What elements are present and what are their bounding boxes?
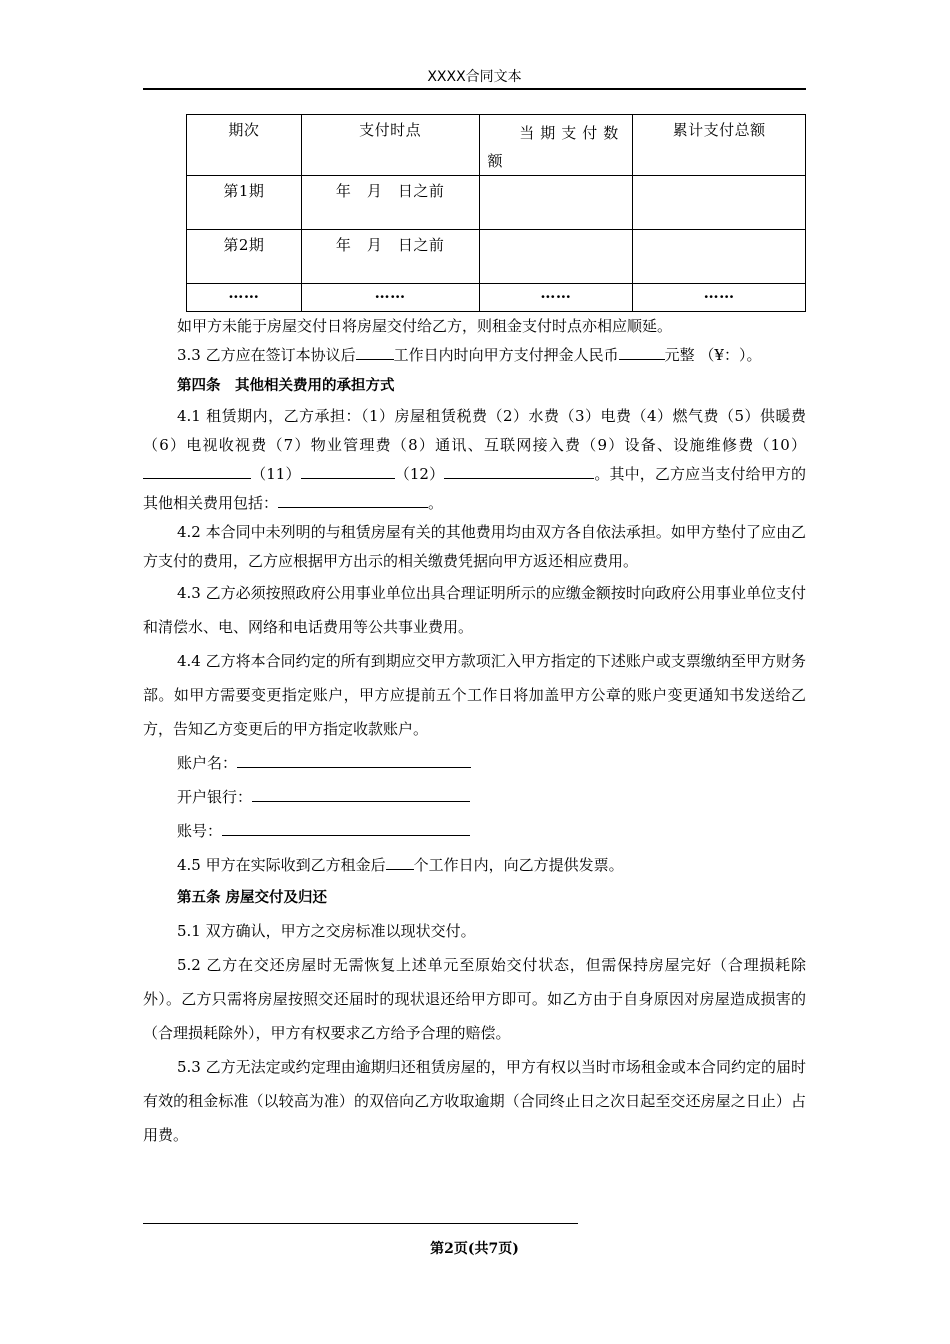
blank-field[interactable] bbox=[356, 344, 394, 360]
clause-4-5: 4.5 甲方在实际收到乙方租金后 个工作日内，向乙方提供发票。 bbox=[177, 856, 624, 874]
table-row bbox=[187, 284, 806, 312]
header-amount-line1: 当期支付数 bbox=[519, 124, 625, 142]
clause-5-1: 5.1 双方确认，甲方之交房标准以现状交付。 bbox=[177, 922, 476, 940]
header-amount bbox=[479, 115, 633, 176]
clause-5-3: 5.3 乙方无法定或约定理由逾期归还租赁房屋的，甲方有权以当时市场租金或本合同约定的届时有效的租金标准（以较高为准）的双倍向乙方收取逾期（合同终止日之次日起至交还房屋之日止）占用费。 bbox=[143, 1058, 806, 1144]
blank-field[interactable] bbox=[444, 463, 594, 479]
account-number-field[interactable] bbox=[222, 820, 470, 836]
table-row bbox=[187, 176, 806, 230]
header-rule bbox=[143, 88, 806, 90]
blank-field[interactable] bbox=[278, 492, 428, 508]
row-cumulative: …… bbox=[703, 284, 735, 302]
table-header-row bbox=[187, 115, 806, 176]
account-name-field[interactable] bbox=[237, 752, 471, 768]
row-amount bbox=[480, 176, 633, 180]
row-period: 第1期 bbox=[223, 182, 265, 200]
footer-rule bbox=[143, 1223, 578, 1224]
table-row bbox=[187, 230, 806, 284]
blank-field[interactable] bbox=[386, 854, 414, 870]
row-amount bbox=[480, 230, 633, 234]
clause-4-3: 4.3 乙方必须按照政府公用事业单位出具合理证明所示的应缴金额按时向政府公用事业单位支付和清偿水、电、网络和电话费用等公共事业费用。 bbox=[143, 584, 806, 636]
header-cumulative: 累计支付总额 bbox=[633, 115, 806, 176]
blank-field[interactable] bbox=[619, 344, 665, 360]
article-4-title: 第四条 其他相关费用的承担方式 bbox=[177, 378, 395, 394]
clause-4-4: 4.4 乙方将本合同约定的所有到期应交甲方款项汇入甲方指定的下述账户或支票缴纳至甲方财务部。如甲方需要变更指定账户，甲方应提前五个工作日将加盖甲方公章的账户变更通知书发送给乙方，告知乙方变更后的甲方指定收款账户。 bbox=[143, 652, 806, 738]
clause-4-1: 4.1 租赁期内，乙方承担：（1）房屋租赁税费（2）水费（3）电费（4）燃气费（5）供暖费（6）电视收视费（7）物业管理费（8）通讯、互联网接入费（9）设备、设施维修费（10）（11） （12） 。其中，乙方应当支付给甲方的其他相关费用包括： 。 bbox=[143, 407, 807, 512]
row-time: 年 月 日之前 bbox=[335, 182, 445, 200]
row-cumulative bbox=[633, 176, 805, 180]
clause-5-2: 5.2 乙方在交还房屋时无需恢复上述单元至原始交付状态，但需保持房屋完好（合理损耗除外）。乙方只需将房屋按照交还届时的现状退还给甲方即可。如乙方由于自身原因对房屋造成损害的（合理损耗除外），甲方有权要求乙方给予合理的赔偿。 bbox=[143, 956, 806, 1042]
row-period: …… bbox=[228, 284, 260, 302]
header-period: 期次 bbox=[187, 115, 302, 176]
clause-4-2: 4.2 本合同中未列明的与租赁房屋有关的其他费用均由双方各自依法承担。如甲方垫付了应由乙方支付的费用，乙方应根据甲方出示的相关缴费凭据向甲方返还相应费用。 bbox=[143, 523, 806, 570]
paragraph-delay: 如甲方未能于房屋交付日将房屋交付给乙方，则租金支付时点亦相应顺延。 bbox=[177, 317, 673, 335]
payment-schedule-table bbox=[186, 114, 806, 312]
row-time: …… bbox=[374, 284, 406, 302]
page-number: 第2页(共7页) bbox=[430, 1241, 519, 1257]
clause-3-3: 3.3 乙方应在签订本协议后 工作日内时向甲方支付押金人民币 元整 （¥：）。 bbox=[177, 346, 762, 364]
article-5-title: 第五条 房屋交付及归还 bbox=[177, 890, 328, 906]
row-amount: …… bbox=[540, 284, 572, 302]
document-header: XXXX合同文本 bbox=[427, 69, 522, 85]
account-name-line: 账户名： bbox=[143, 746, 806, 780]
row-time: 年 月 日之前 bbox=[335, 236, 445, 254]
blank-field[interactable] bbox=[143, 463, 251, 479]
header-time: 支付时点 bbox=[301, 115, 479, 176]
account-number-line: 账号： bbox=[143, 814, 806, 848]
row-cumulative bbox=[633, 230, 805, 234]
bank-line: 开户银行： bbox=[143, 780, 806, 814]
contract-body bbox=[143, 312, 806, 1152]
header-amount-line2: 额 bbox=[487, 152, 503, 170]
blank-field[interactable] bbox=[301, 463, 395, 479]
row-period: 第2期 bbox=[223, 236, 265, 254]
bank-field[interactable] bbox=[252, 786, 470, 802]
